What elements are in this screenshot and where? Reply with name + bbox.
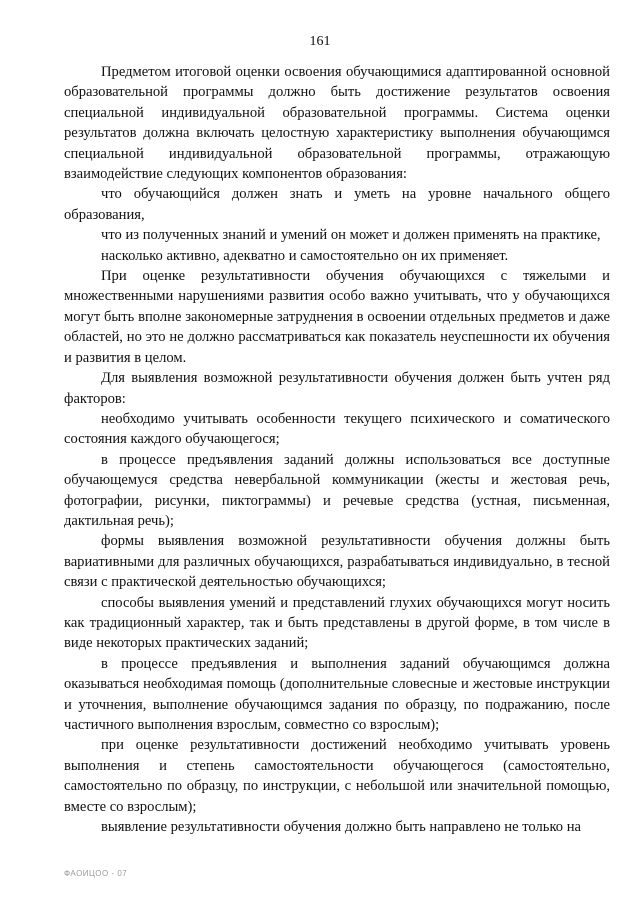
paragraph-factor-variative-forms: формы выявления возможной результативности обучения должны быть вариативными для различных обучающихся, разрабатываться индивидуально, в тесной связи с практической деятельностью обучающихся;	[64, 533, 610, 591]
paragraph-factors-intro: Для выявления возможной результативности обучения должен быть учтен ряд факторов:	[64, 370, 610, 407]
paragraph-assessment-subject: Предметом итоговой оценки освоения обучающимися адаптированной основной образовательной программы должно быть достижение результатов освоения специальной индивидуальной образовательной программы. Система оценки результатов должна включать целостную характеристику выполнения обучающимся специальной индивидуальной образовательной программы, отражающую взаимодействие следующих компонентов образования:	[64, 64, 610, 183]
paragraph-factor-direction: выявление результативности обучения должно быть направлено не только на	[101, 819, 582, 836]
document-body	[64, 62, 610, 837]
paragraph-how-actively: насколько активно, адекватно и самостоятельно он их применяет.	[101, 247, 509, 264]
footer-code: ФАОИЦОО - 07	[64, 869, 128, 878]
paragraph-factor-assistance: в процессе предъявления и выполнения заданий обучающимся должна оказываться необходимая помощь (дополнительные словесные и жестовые инструкции и уточнения, выполнение обучающимся задания по образцу, по подражанию, после частичного выполнения взрослым, совместно со взрослым);	[64, 655, 610, 733]
paragraph-factor-independence: при оценке результативности достижений необходимо учитывать уровень выполнения и степень самостоятельности обучающегося (самостоятельно, самостоятельно по образцу, по инструкции, с небольшой или значительной помощью, вместе со взрослым);	[64, 737, 610, 815]
paragraph-factor-methods: способы выявления умений и представлений глухих обучающихся могут носить как традиционный характер, так и быть представлены в другой форме, в том числе в виде некоторых практических заданий;	[64, 594, 610, 652]
page-number: 161	[309, 34, 331, 49]
paragraph-factor-communication: в процессе предъявления заданий должны использоваться все доступные обучающемуся средства невербальной коммуникации (жесты и жестовая речь, фотографии, рисунки, пиктограммы) и речевые средства (устная, письменная, дактильная речь);	[64, 451, 610, 529]
paragraph-know-and-can: что обучающийся должен знать и уметь на уровне начального общего образования,	[64, 186, 610, 223]
paragraph-assessment-severe-disorders: При оценке результативности обучения обучающихся с тяжелыми и множественными нарушениями развития особо важно учитывать, что у обучающихся могут быть вполне закономерные затруднения в освоении отдельных предметов и даже областей, но это не должно рассматриваться как показатель неуспешности их обучения и развития в целом.	[64, 268, 610, 366]
paragraph-factor-condition: необходимо учитывать особенности текущего психического и соматического состояния каждого обучающегося;	[64, 410, 610, 448]
paragraph-apply-in-practice: что из полученных знаний и умений он может и должен применять на практике,	[101, 227, 601, 244]
